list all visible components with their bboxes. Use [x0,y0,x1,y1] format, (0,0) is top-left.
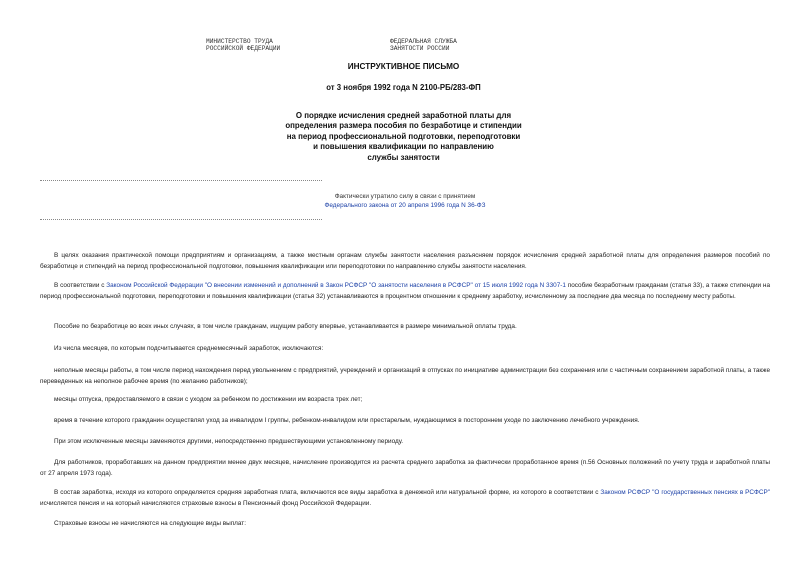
title-line-5: службы занятости [367,152,440,162]
title-line-4: и повышения квалификации по направлению [313,142,494,152]
paragraph-10 [40,487,770,509]
status-note-text: Фактически утратило силу в связи с принятием [334,193,476,200]
title-line-2: определения размера пособия по безработице и стипендии [285,121,522,131]
pension-law-link[interactable]: Законом РСФСР "О государственных пенсиях в РСФСР" [600,489,770,496]
paragraph-6: месяцы отпуска, предоставляемого в связи с уходом за ребенком по достижении им возраста трех лет; [54,396,363,403]
ministry-line-2: РОССИЙСКОЙ ФЕДЕРАЦИИ [206,45,281,53]
employment-law-link[interactable]: Законом Российской Федерации "О внесении изменений и дополнений в Закон РСФСР "О занятости населения в РСФСР" от 15 июля 1992 года N 3307-1 [106,282,566,289]
paragraph-4: Из числа месяцев, по которым подсчитывается среднемесячный заработок, исключаются: [54,345,324,352]
ministry-line-1: МИНИСТЕРСТВО ТРУДА [206,38,273,45]
paragraph-7: время в течение которого гражданин осуществлял уход за инвалидом I группы, ребенком-инвалидом или престарелым, нуждающимся в постороннем уходе по заключению лечебного учреждения. [54,417,640,424]
document-type: ИНСТРУКТИВНОЕ ПИСЬМО [347,62,460,71]
paragraph-1: В целях оказания практической помощи предприятиям и организациям, а также местным органам службы занятости населения разъясняем порядок исчисления средней заработной платы для определения размеров пособий по безработице и стипендий на период профессиональной подготовки, повышения квалификации или переподготовки по направлению службы занятости населения. [40,252,770,271]
paragraph-3: Пособие по безработице во всех иных случаях, в том числе гражданам, ищущим работу впервые, устанавливается в размере минимальной оплаты труда. [54,323,517,330]
divider-top [40,180,322,181]
paragraph-10-lead: В состав заработка, исходя из которого определяется средняя заработная плата, включаются все виды заработка в денежной или натуральной форме, из которого в соответствии с [54,489,601,496]
paragraph-2-rest: пособие безработным гражданам (статья 33), а также стипендии на период профессиональной подготовки, переподготовки и повышения квалификации (статья 32) устанавливаются в процентном отношении к среднему заработку, исчисленному за последние два месяца по последнему месту работы. [40,282,770,301]
status-note [250,192,560,210]
title-line-1: О порядке исчисления средней заработной платы для [295,111,512,120]
paragraph-2 [40,280,770,302]
document-title [0,111,807,163]
ministry-header [206,38,280,53]
paragraph-5: неполные месяцы работы, в том числе период нахождения перед увольнением с предприятий, учреждений и организаций в отпусках по инициативе администрации без сохранения или с частичным сохранением заработной платы, а также переведенных на неполное рабочее время (по желанию работников); [40,367,770,386]
service-line-2: ЗАНЯТОСТИ РОССИИ [390,45,450,53]
paragraph-8: При этом исключенные месяцы заменяются другими, непосредственно предшествующими установленному периоду. [54,438,404,445]
paragraph-10-rest: исчисляется пенсия и на который начисляются страховые взносы в Пенсионный фонд Российской Федерации. [40,500,372,508]
repeal-law-link[interactable]: Федерального закона от 20 апреля 1996 года N 36-ФЗ [324,202,486,209]
service-line-1: ФЕДЕРАЛЬНАЯ СЛУЖБА [390,38,457,45]
paragraph-2-lead: В соответствии с [54,282,107,289]
paragraph-11: Страховые взносы не начисляются на следующие виды выплат: [54,520,246,527]
document-date: от 3 ноября 1992 года N 2100-РБ/283-ФП [326,83,481,92]
paragraph-9: Для работников, проработавших на данном предприятии менее двух месяцев, начисление производится из расчета среднего заработка за фактически проработанное время (п.56 Основных положений по учету труда и заработной платы от 27 апреля 1973 года). [40,459,770,478]
divider-bottom [40,219,322,220]
service-header [390,38,457,53]
title-line-3: на период профессиональной подготовки, переподготовки [286,131,521,141]
